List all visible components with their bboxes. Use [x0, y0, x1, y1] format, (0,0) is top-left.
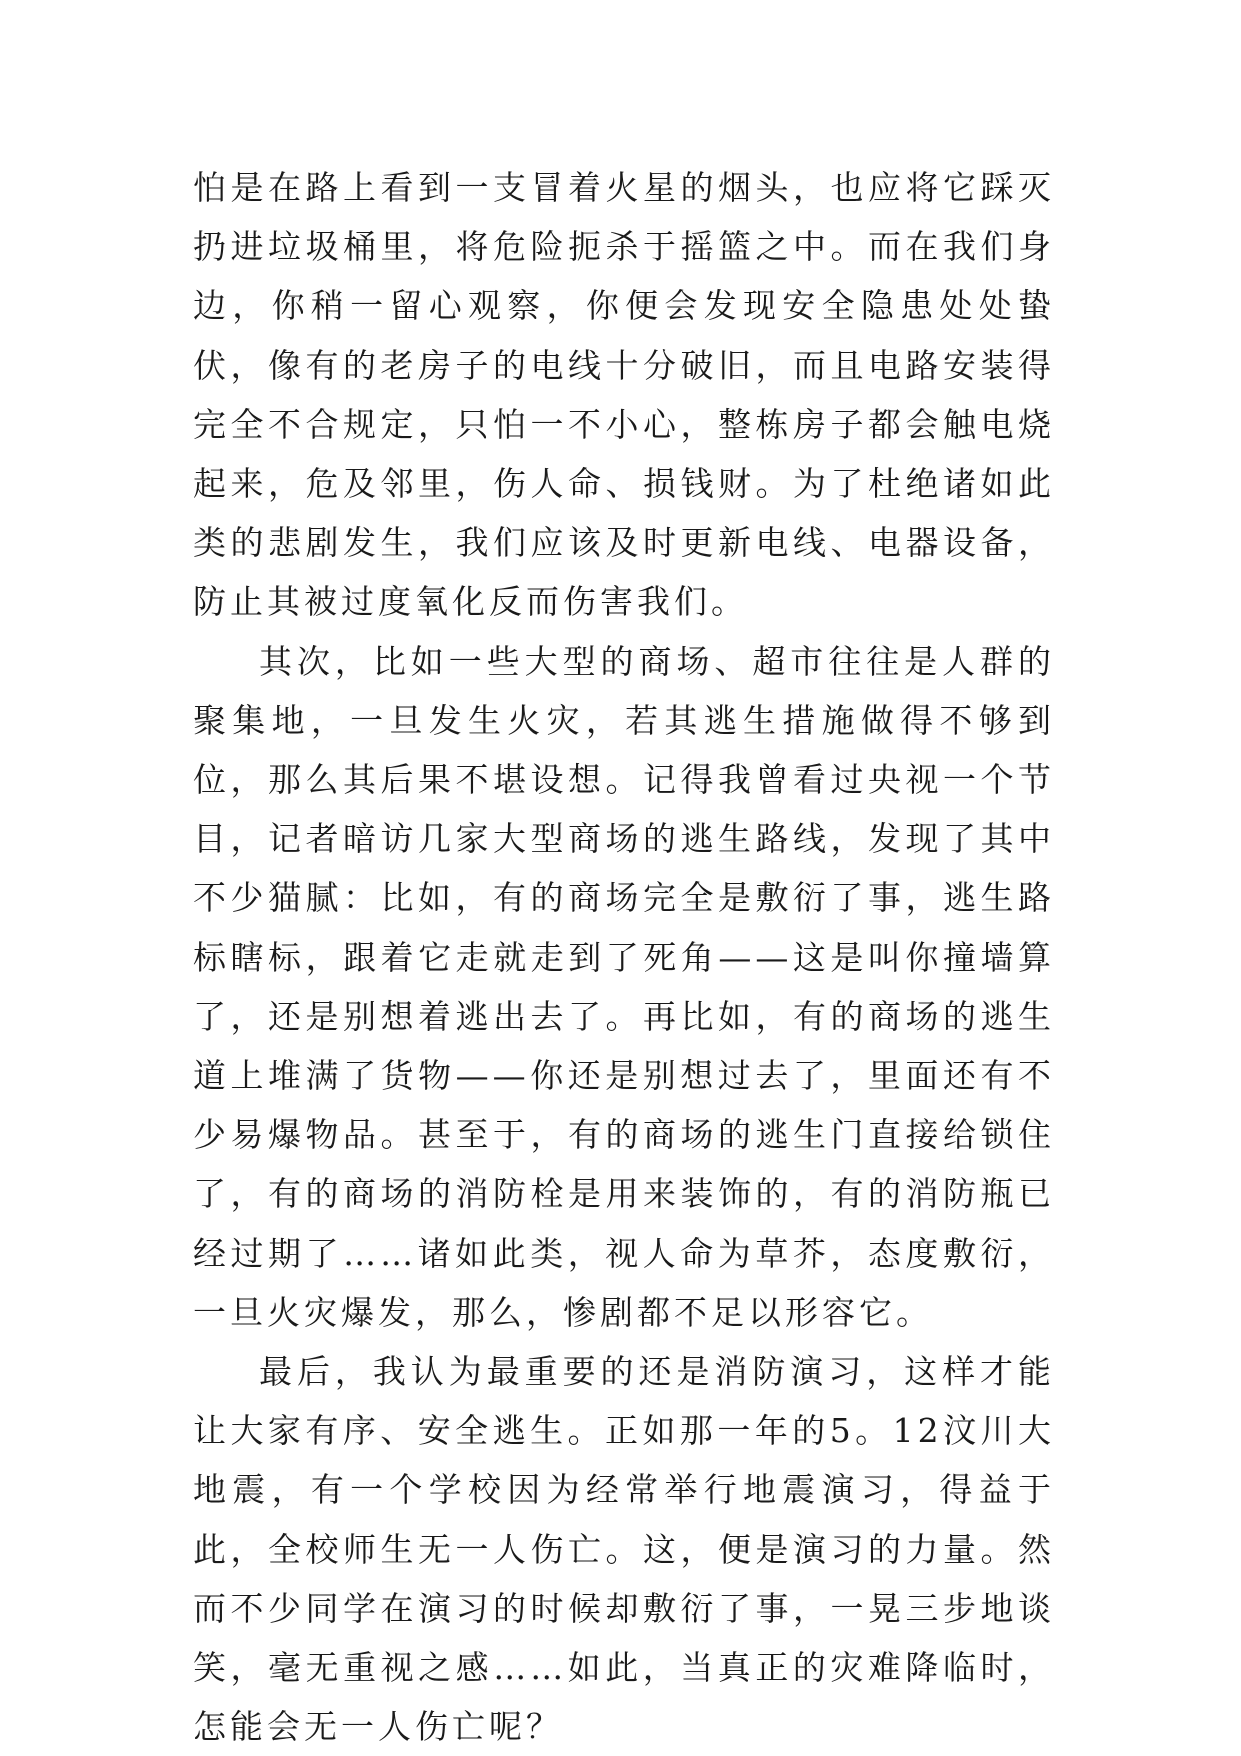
- paragraph-1: 怕是在路上看到一支冒着火星的烟头，也应将它踩灭扔进垃圾桶里，将危险扼杀于摇篮之中。而在我们身边，你稍一留心观察，你便会发现安全隐患处处蛰伏，像有的老房子的电线十分破旧，而且电路安装得完全不合规定，只怕一不小心，整栋房子都会触电烧起来，危及邻里，伤人命、损钱财。为了杜绝诸如此类的悲剧发生，我们应该及时更新电线、电器设备，防止其被过度氧化反而伤害我们。: [193, 168, 1055, 622]
- body-text: [193, 158, 1055, 1756]
- paragraph-3: 最后，我认为最重要的还是消防演习，这样才能让大家有序、安全逃生。正如那一年的5。12汶川大地震，有一个学校因为经常举行地震演习，得益于此，全校师生无一人伤亡。这，便是演习的力量。然而不少同学在演习的时候却敷衍了事，一晃三步地谈笑，毫无重视之感……如此，当真正的灾难降临时，怎能会无一人伤亡呢？: [193, 1352, 1055, 1747]
- paragraph-2: 其次，比如一些大型的商场、超市往往是人群的聚集地，一旦发生火灾，若其逃生措施做得不够到位，那么其后果不堪设想。记得我曾看过央视一个节目，记者暗访几家大型商场的逃生路线，发现了其中不少猫腻：比如，有的商场完全是敷衍了事，逃生路标瞎标，跟着它走就走到了死角——这是叫你撞墙算了，还是别想着逃出去了。再比如，有的商场的逃生道上堆满了货物——你还是别想过去了，里面还有不少易爆物品。甚至于，有的商场的逃生门直接给锁住了，有的商场的消防栓是用来装饰的，有的消防瓶已经过期了……诸如此类，视人命为草芥，态度敷衍，一旦火灾爆发，那么，惨剧都不足以形容它。: [193, 641, 1055, 1332]
